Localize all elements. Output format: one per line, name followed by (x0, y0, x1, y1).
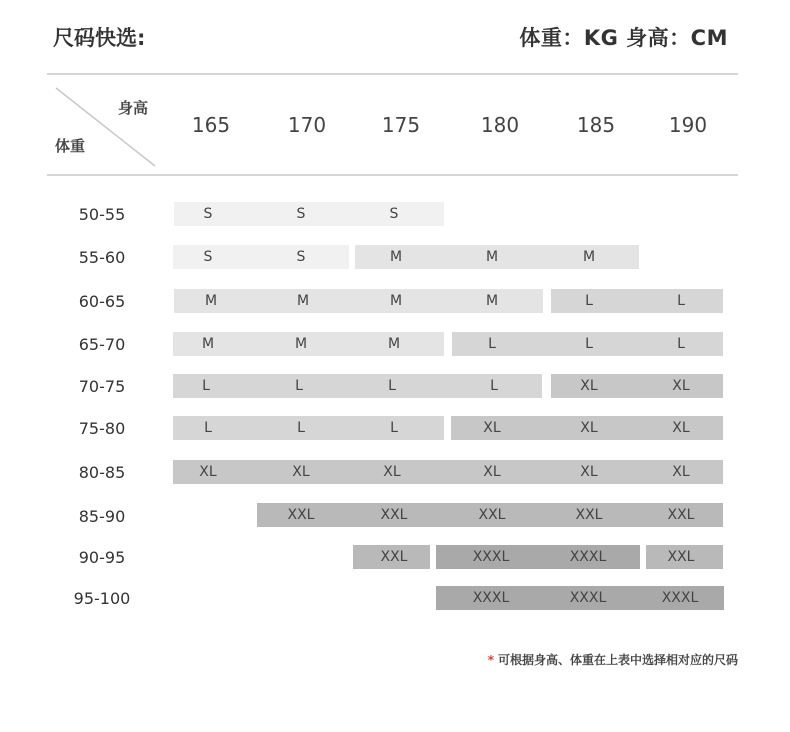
page-title: 尺码快选: (53, 26, 146, 50)
size-cell: L (585, 293, 593, 309)
height-col-180: 180 (480, 113, 520, 137)
size-cell: XL (292, 464, 310, 480)
size-cell: XXL (287, 507, 315, 523)
size-cell: M (485, 293, 499, 309)
weight-row-label: 50-55 (78, 205, 126, 224)
size-cell: L (204, 420, 212, 436)
footnote (488, 651, 738, 668)
size-cell: S (203, 206, 213, 222)
size-cell: M (389, 293, 403, 309)
size-cell: XL (672, 464, 690, 480)
size-band-xl (173, 460, 723, 484)
size-cell: L (490, 378, 498, 394)
weight-row-label: 95-100 (73, 589, 131, 608)
weight-row-label: 85-90 (78, 507, 126, 526)
weight-row-label: 70-75 (78, 377, 126, 396)
size-cell: XXL (380, 507, 408, 523)
size-cell: XXL (478, 507, 506, 523)
size-cell: M (294, 336, 308, 352)
size-cell: M (389, 249, 403, 265)
size-cell: S (296, 249, 306, 265)
height-col-170: 170 (287, 113, 327, 137)
size-cell: L (677, 293, 685, 309)
size-cell: L (295, 378, 303, 394)
size-cell: XXXL (569, 549, 607, 565)
size-cell: XXL (380, 549, 408, 565)
height-col-190: 190 (668, 113, 708, 137)
size-cell: XXXL (472, 549, 510, 565)
size-cell: L (388, 378, 396, 394)
size-cell: L (297, 420, 305, 436)
size-cell: XL (483, 420, 501, 436)
weight-row-label: 55-60 (78, 248, 126, 267)
size-cell: XL (580, 464, 598, 480)
asterisk-icon: * (487, 653, 494, 667)
size-cell: S (203, 249, 213, 265)
size-cell: XXXL (661, 590, 699, 606)
corner-height-label: 身高 (118, 99, 149, 117)
weight-row-label: 65-70 (78, 335, 126, 354)
height-col-185: 185 (576, 113, 616, 137)
size-cell: S (296, 206, 306, 222)
size-cell: M (582, 249, 596, 265)
size-cell: L (585, 336, 593, 352)
weight-row-label: 60-65 (78, 292, 126, 311)
size-cell: S (389, 206, 399, 222)
size-cell: M (296, 293, 310, 309)
size-cell: XL (672, 420, 690, 436)
size-cell: M (387, 336, 401, 352)
weight-row-label: 90-95 (78, 548, 126, 567)
size-cell: XL (383, 464, 401, 480)
size-cell: XXL (667, 507, 695, 523)
size-cell: M (204, 293, 218, 309)
size-cell: XXXL (472, 590, 510, 606)
footnote-text: 可根据身高、体重在上表中选择相对应的尺码 (497, 653, 738, 667)
size-cell: L (677, 336, 685, 352)
weight-row-label: 80-85 (78, 463, 126, 482)
size-cell: XXL (575, 507, 603, 523)
size-cell: XL (580, 378, 598, 394)
size-cell: L (488, 336, 496, 352)
weight-row-label: 75-80 (78, 419, 126, 438)
size-cell: L (390, 420, 398, 436)
size-cell: L (202, 378, 210, 394)
height-col-175: 175 (381, 113, 421, 137)
size-cell: XL (672, 378, 690, 394)
size-cell: XL (580, 420, 598, 436)
size-cell: XXL (667, 549, 695, 565)
size-cell: XL (483, 464, 501, 480)
height-col-165: 165 (191, 113, 231, 137)
size-cell: XXXL (569, 590, 607, 606)
size-cell: M (485, 249, 499, 265)
units-label: 体重：KG 身高：CM (519, 26, 728, 50)
corner-weight-label: 体重 (55, 137, 86, 155)
size-cell: XL (199, 464, 217, 480)
size-cell: M (201, 336, 215, 352)
